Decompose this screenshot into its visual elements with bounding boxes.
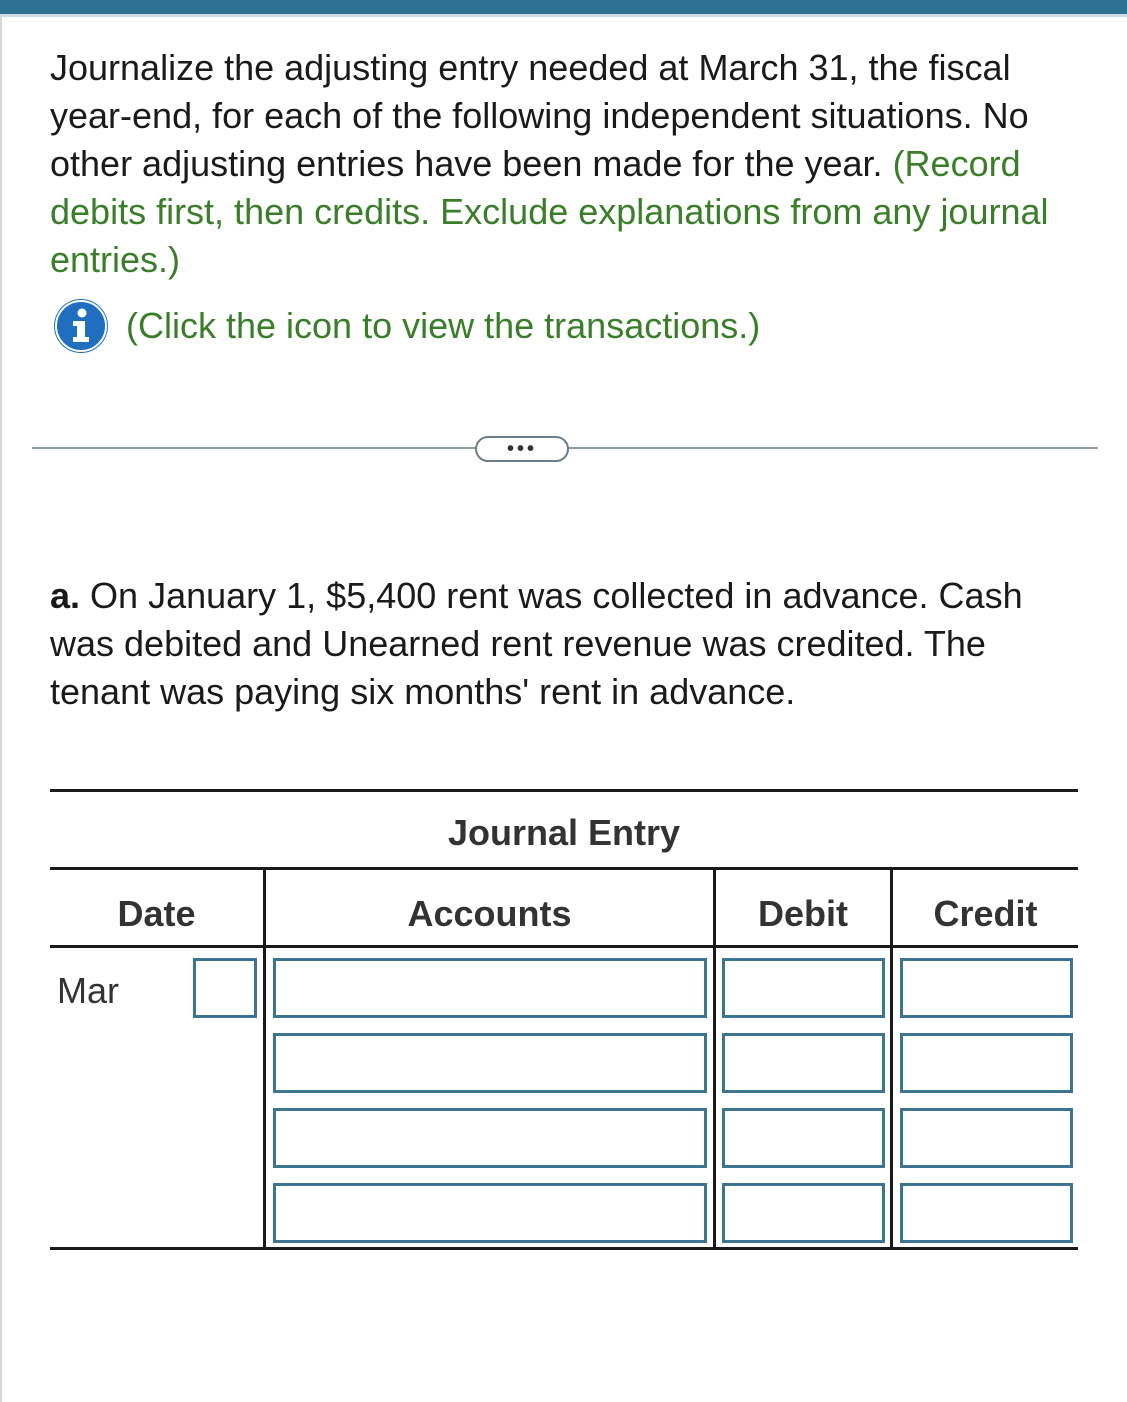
left-edge-border: [0, 17, 2, 1402]
credit-input-2[interactable]: [900, 1033, 1073, 1093]
column-header-date: Date: [117, 893, 196, 934]
account-input-3[interactable]: [273, 1108, 707, 1168]
header-bar-shadow: [0, 14, 1127, 17]
account-input-4[interactable]: [273, 1183, 707, 1243]
debit-input-2[interactable]: [722, 1033, 885, 1093]
column-header-credit: Credit: [933, 893, 1038, 934]
top-header-bar: [0, 0, 1127, 14]
problem-label: a.: [50, 575, 81, 616]
info-icon[interactable]: [54, 299, 108, 353]
day-input[interactable]: [193, 958, 257, 1018]
column-header-accounts: Accounts: [407, 893, 572, 934]
table-top-rule: [50, 789, 1078, 792]
header-bottom-rule: [50, 945, 1078, 948]
credit-input-4[interactable]: [900, 1183, 1073, 1243]
instructions-main: Journalize the adjusting entry needed at March 31, the fiscal year-end, for each of the following independent situations. No other adjusting entries have been made for the year.: [50, 47, 1029, 184]
debit-input-3[interactable]: [722, 1108, 885, 1168]
expand-more-button[interactable]: •••: [475, 436, 569, 462]
instructions: [50, 44, 1060, 284]
header-top-rule: [50, 867, 1078, 870]
problem-text: On January 1, $5,400 rent was collected in advance. Cash was debited and Unearned rent revenue was credited. The tenant was paying six months' rent in advance.: [50, 575, 1023, 712]
problem-statement: [50, 572, 1060, 716]
instructions-note: (Record debits first, then credits. Exclude explanations from any journal entries.): [50, 143, 1049, 280]
info-glyph: [54, 299, 108, 353]
table-bottom-rule: [50, 1247, 1078, 1250]
column-header-debit: Debit: [758, 893, 848, 934]
journal-entry-title: Journal Entry: [447, 812, 681, 853]
month-label: Mar: [57, 970, 119, 1011]
account-input-2[interactable]: [273, 1033, 707, 1093]
view-transactions-link[interactable]: (Click the icon to view the transactions.): [126, 305, 761, 346]
credit-input-3[interactable]: [900, 1108, 1073, 1168]
credit-input-1[interactable]: [900, 958, 1073, 1018]
account-input-1[interactable]: [273, 958, 707, 1018]
debit-input-1[interactable]: [722, 958, 885, 1018]
info-row: [54, 298, 760, 354]
debit-input-4[interactable]: [722, 1183, 885, 1243]
